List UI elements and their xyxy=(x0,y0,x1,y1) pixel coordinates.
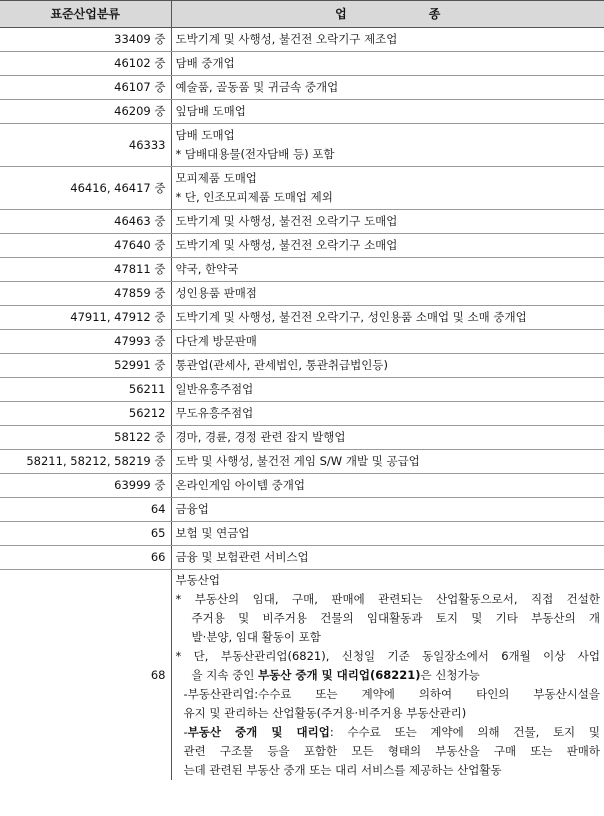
industry-name: 경마, 경륜, 경정 관련 잡지 발행업 xyxy=(175,430,346,444)
real-estate-note1-line1: * 부동산의 임대, 구매, 판매에 관련되는 산업활동으로서, 직접 건설한 xyxy=(175,592,600,606)
industry-name: 무도유흥주점업 xyxy=(175,406,254,420)
classification-code: 46463 중 xyxy=(0,210,171,234)
industry-name: 도박 및 사행성, 불건전 게임 S/W 개발 및 공급업 xyxy=(175,454,420,468)
table-row xyxy=(0,28,604,52)
table-row xyxy=(0,354,604,378)
industry-name: 다단계 방문판매 xyxy=(175,334,257,348)
industry-description xyxy=(171,167,604,210)
real-estate-note1-line3: 발·분양, 임대 활동이 포함 xyxy=(191,630,321,644)
table-row xyxy=(0,522,604,546)
table-row xyxy=(0,450,604,474)
industry-note: * 단, 인조모피제품 도매업 제외 xyxy=(175,190,333,204)
real-estate-section xyxy=(0,570,604,781)
table-row xyxy=(0,100,604,124)
note2-text: 을 지속 중인 xyxy=(191,668,259,682)
industry-description xyxy=(171,546,604,570)
industry-description xyxy=(171,306,604,330)
industry-note: * 담배대용물(전자담배 등) 포함 xyxy=(175,147,335,161)
table-row xyxy=(0,402,604,426)
classification-code: 47640 중 xyxy=(0,234,171,258)
industry-name: 통관업(관세사, 관세법인, 통관취급법인등) xyxy=(175,358,388,372)
header-industry-char-2: 종 xyxy=(428,6,441,21)
header-code-column: 표준산업분류 xyxy=(0,1,171,28)
table-row xyxy=(0,378,604,402)
classification-code: 65 xyxy=(0,522,171,546)
classification-code: 58211, 58212, 58219 중 xyxy=(0,450,171,474)
classification-code: 58122 중 xyxy=(0,426,171,450)
industry-description xyxy=(171,210,604,234)
industry-name: 약국, 한약국 xyxy=(175,262,239,276)
industry-name: 일반유흥주점업 xyxy=(175,382,254,396)
note2-bold-text: 부동산 중개 및 대리업(68221) xyxy=(258,668,421,682)
header-industry-column xyxy=(171,1,604,28)
table-row xyxy=(0,474,604,498)
classification-code: 46333 xyxy=(0,124,171,167)
industry-name: 금융업 xyxy=(175,502,209,516)
classification-code: 66 xyxy=(0,546,171,570)
note2-text-end: 은 신청가능 xyxy=(420,668,480,682)
classification-code: 47859 중 xyxy=(0,282,171,306)
classification-code: 68 xyxy=(0,570,171,781)
industry-name: 도박기계 및 사행성, 불건전 오락기구 소매업 xyxy=(175,238,398,252)
industry-description xyxy=(171,258,604,282)
industry-name: 도박기계 및 사행성, 불건전 오락기구, 성인용품 소매업 및 소매 중개업 xyxy=(175,310,527,324)
industry-description xyxy=(171,52,604,76)
industry-description xyxy=(171,124,604,167)
broker-text: : 수수료 또는 계약에 의해 건물, 토지 및 xyxy=(329,725,600,739)
real-estate-title: 부동산업 xyxy=(175,573,220,587)
industry-name: 성인용품 판매점 xyxy=(175,286,257,300)
industry-name: 온라인게임 아이템 중개업 xyxy=(175,478,306,492)
table-row xyxy=(0,330,604,354)
table-row xyxy=(0,258,604,282)
industry-description xyxy=(171,76,604,100)
table-row xyxy=(0,306,604,330)
classification-code: 46416, 46417 중 xyxy=(0,167,171,210)
classification-code: 47993 중 xyxy=(0,330,171,354)
table-row xyxy=(0,210,604,234)
industry-description xyxy=(171,450,604,474)
industry-description xyxy=(171,282,604,306)
industry-description xyxy=(171,330,604,354)
classification-code: 56211 xyxy=(0,378,171,402)
industry-description xyxy=(171,498,604,522)
real-estate-broker-line1 xyxy=(176,723,601,742)
header-industry-char-1: 업 xyxy=(335,6,347,21)
industry-description xyxy=(171,234,604,258)
industry-name: 도박기계 및 사행성, 불건전 오락기구 제조업 xyxy=(175,32,398,46)
table-row xyxy=(0,570,604,781)
industry-description xyxy=(171,402,604,426)
real-estate-note2-line1: * 단, 부동산관리업(6821), 신청일 기준 동일장소에서 6개월 이상 사업 xyxy=(175,649,600,663)
industry-description xyxy=(171,378,604,402)
industry-description xyxy=(171,474,604,498)
industry-name: 잎담배 도매업 xyxy=(175,104,246,118)
real-estate-mgmt-line2: 유지 및 관리하는 산업활동(주거용·비주거용 부동산관리) xyxy=(183,706,467,720)
industry-name: 모피제품 도매업 xyxy=(175,171,257,185)
table-header-row xyxy=(0,1,604,28)
industry-name: 예술품, 골동품 및 귀금속 중개업 xyxy=(175,80,339,94)
industry-name: 담배 중개업 xyxy=(175,56,235,70)
industry-name: 금융 및 보험관련 서비스업 xyxy=(175,550,309,564)
industry-description xyxy=(171,100,604,124)
industry-description xyxy=(171,426,604,450)
industry-description xyxy=(171,570,604,781)
industry-name: 도박기계 및 사행성, 불건전 오락기구 도매업 xyxy=(175,214,398,228)
industry-description xyxy=(171,522,604,546)
real-estate-broker-line3: 는데 관련된 부동산 중개 또는 대리 서비스를 제공하는 산업활동 xyxy=(183,763,502,777)
industry-name: 보험 및 연금업 xyxy=(175,526,250,540)
table-row xyxy=(0,282,604,306)
table-row xyxy=(0,546,604,570)
industry-description xyxy=(171,354,604,378)
classification-code: 64 xyxy=(0,498,171,522)
table-row xyxy=(0,234,604,258)
classification-code: 47811 중 xyxy=(0,258,171,282)
real-estate-note1-line2: 주거용 및 비주거용 건물의 임대활동과 토지 및 기타 부동산의 개 xyxy=(191,611,600,625)
classification-code: 52991 중 xyxy=(0,354,171,378)
real-estate-broker-line2: 관련 구조물 등을 포함한 모든 형태의 부동산을 구매 또는 판매하 xyxy=(183,744,600,758)
industry-description xyxy=(171,28,604,52)
table-row xyxy=(0,167,604,210)
table-row xyxy=(0,52,604,76)
table-row xyxy=(0,76,604,100)
classification-code: 56212 xyxy=(0,402,171,426)
broker-dash: - xyxy=(183,725,188,739)
classification-code: 33409 중 xyxy=(0,28,171,52)
broker-bold-text: 부동산 중개 및 대리업 xyxy=(187,725,330,739)
classification-code: 47911, 47912 중 xyxy=(0,306,171,330)
table-row xyxy=(0,124,604,167)
classification-code: 46107 중 xyxy=(0,76,171,100)
real-estate-note2-line2 xyxy=(176,666,601,685)
classification-code: 46102 중 xyxy=(0,52,171,76)
table-body xyxy=(0,28,604,570)
real-estate-mgmt-line1: -부동산관리업:수수료 또는 계약에 의하여 타인의 부동산시설을 xyxy=(183,687,600,701)
industry-name: 담배 도매업 xyxy=(175,128,235,142)
classification-code: 46209 중 xyxy=(0,100,171,124)
classification-code: 63999 중 xyxy=(0,474,171,498)
table-row xyxy=(0,426,604,450)
table-row xyxy=(0,498,604,522)
